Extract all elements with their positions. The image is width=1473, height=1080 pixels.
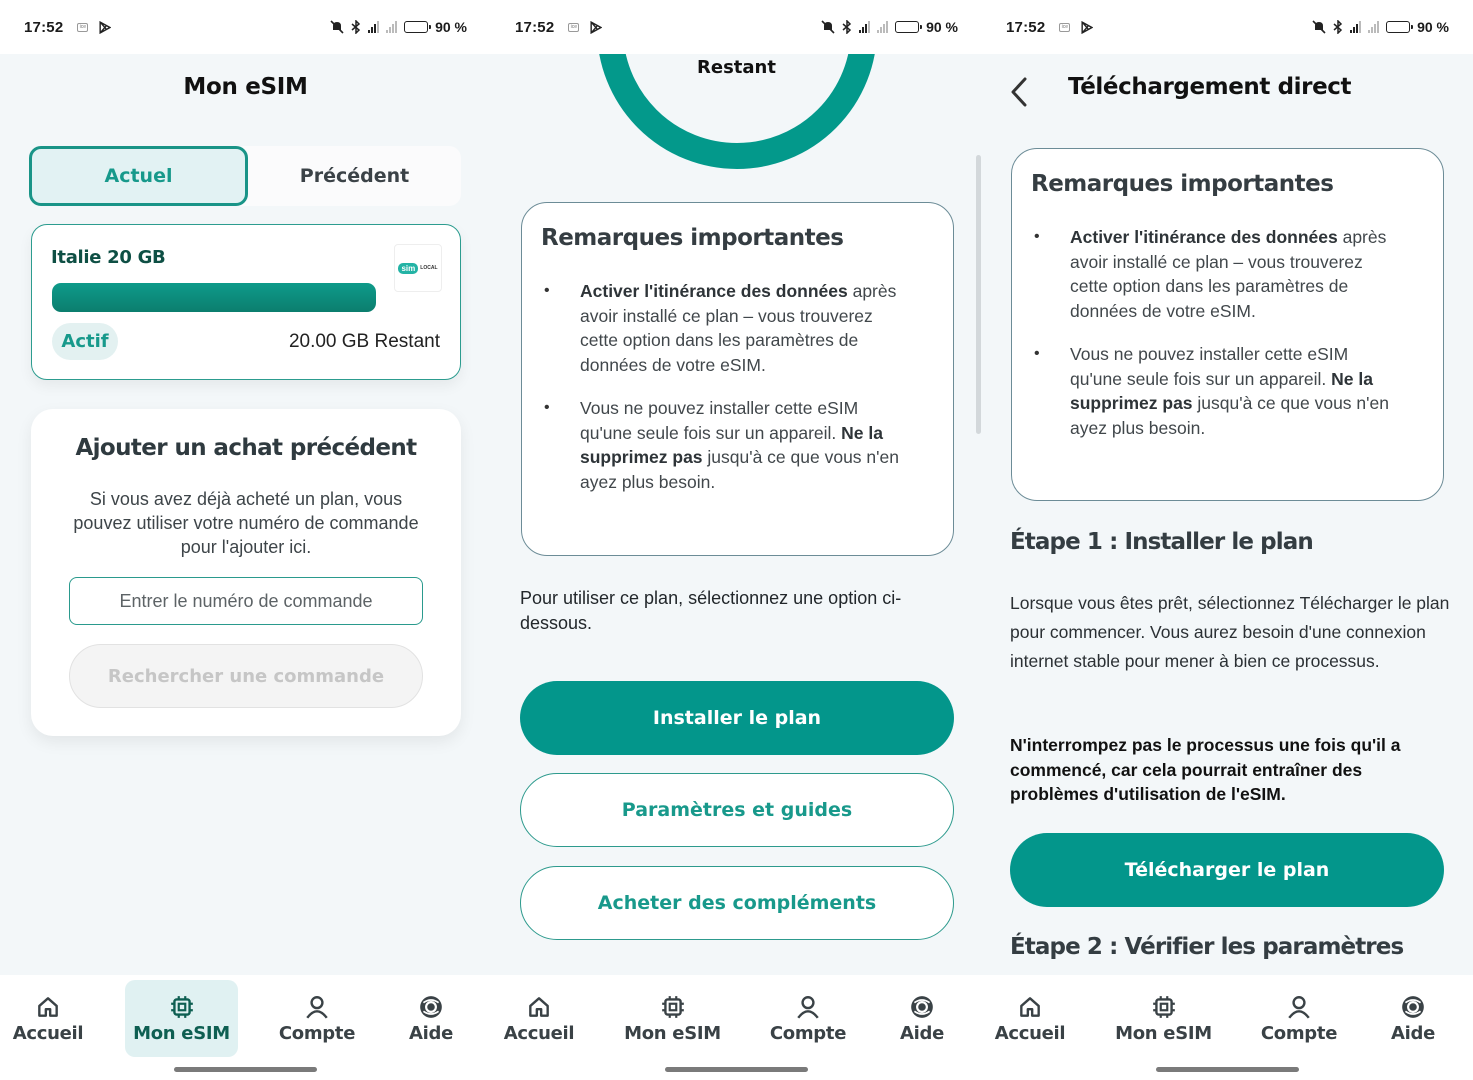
screen-mon-esim — [0, 0, 491, 1080]
notes-title: Remarques importantes — [541, 225, 844, 251]
play-store-icon — [589, 21, 602, 34]
signal-5g-icon — [1350, 21, 1361, 33]
note-item — [541, 396, 913, 494]
chip-icon — [169, 994, 195, 1020]
notes-list — [1031, 225, 1403, 459]
battery-icon — [1386, 21, 1410, 33]
add-purchase-card — [31, 409, 461, 736]
order-number-input[interactable] — [69, 577, 423, 625]
home-indicator[interactable] — [174, 1067, 317, 1072]
nav-label: Accueil — [12, 1022, 84, 1044]
mute-icon — [1312, 20, 1326, 34]
note-text: jusqu'à ce que vous n'en ayez plus besoin. — [1070, 393, 1389, 438]
notes-list — [541, 279, 913, 513]
simlocal-logo — [394, 244, 442, 292]
add-purchase-description: Si vous avez déjà acheté un plan, vous pouvez utiliser votre numéro de commande pour l'ajouter ici. — [73, 489, 419, 557]
step-1-title: Étape 1 : Installer le plan — [1010, 529, 1313, 555]
nav-aide[interactable] — [391, 980, 471, 1057]
chip-icon — [1151, 994, 1177, 1020]
nav-label: Accueil — [994, 1022, 1066, 1044]
nav-label: Compte — [769, 1022, 847, 1044]
battery-percent: 90 % — [1417, 19, 1449, 35]
nav-aide[interactable] — [1373, 980, 1453, 1057]
settings-guides-button[interactable]: Paramètres et guides — [520, 773, 954, 847]
step-1-body: Lorsque vous êtes prêt, sélectionnez Télécharger le plan pour commencer. Vous aurez besoin d'une connexion internet stable pour mener à bien ce processus. — [1010, 593, 1450, 671]
nav-mon-esim[interactable] — [616, 980, 729, 1057]
home-indicator[interactable] — [665, 1067, 808, 1072]
bluetooth-icon — [842, 20, 852, 34]
note-item — [1031, 342, 1403, 440]
bottom-nav — [0, 975, 491, 1080]
nav-accueil[interactable] — [982, 980, 1078, 1057]
download-plan-button[interactable]: Télécharger le plan — [1010, 833, 1444, 907]
status-bar — [491, 0, 982, 54]
bottom-nav — [982, 975, 1473, 1080]
important-notes-card — [521, 202, 954, 556]
nav-label: Aide — [409, 1022, 453, 1044]
note-text: Vous ne pouvez installer cette eSIM qu'une seule fois sur un appareil. — [580, 398, 859, 443]
nav-compte[interactable] — [1240, 980, 1358, 1057]
logo-local-text: LOCAL — [420, 265, 438, 271]
status-badge: Actif — [52, 323, 118, 360]
back-arrow-icon[interactable] — [1007, 75, 1031, 109]
mute-icon — [330, 20, 344, 34]
ring-label: Restant — [697, 57, 776, 78]
screen-plan-details — [491, 0, 982, 1080]
page-title: Mon eSIM — [183, 74, 308, 100]
nav-accueil[interactable] — [491, 980, 587, 1057]
nav-label: Mon eSIM — [1115, 1022, 1212, 1044]
note-bold: Ne la supprimez pas — [1070, 368, 1373, 413]
bluetooth-icon — [1333, 20, 1343, 34]
nav-label: Aide — [900, 1022, 944, 1044]
home-indicator[interactable] — [1156, 1067, 1299, 1072]
person-icon — [795, 994, 821, 1020]
plan-card[interactable] — [31, 224, 461, 380]
status-bar — [0, 0, 491, 54]
install-plan-button[interactable]: Installer le plan — [520, 681, 954, 755]
buy-addons-button[interactable]: Acheter des compléments — [520, 866, 954, 940]
note-bold: Ne la supprimez pas — [580, 422, 883, 467]
nav-compte[interactable] — [749, 980, 867, 1057]
lifebuoy-icon — [1400, 994, 1426, 1020]
note-bold: Activer l'itinérance des données — [580, 281, 848, 301]
signal-5g-icon — [859, 21, 870, 33]
mute-icon — [821, 20, 835, 34]
add-purchase-title: Ajouter un achat précédent — [75, 435, 417, 461]
person-icon — [1286, 994, 1312, 1020]
battery-percent: 90 % — [926, 19, 958, 35]
options-intro: Pour utiliser ce plan, sélectionnez une option ci-dessous. — [520, 588, 902, 633]
status-time: 17:52 — [1006, 18, 1046, 36]
signal-5g-icon — [368, 21, 379, 33]
status-time: 17:52 — [24, 18, 64, 36]
bottom-nav — [491, 975, 982, 1080]
nav-mon-esim[interactable] — [1107, 980, 1220, 1057]
home-icon — [35, 994, 61, 1020]
status-time: 17:52 — [515, 18, 555, 36]
note-bold: Activer l'itinérance des données — [1070, 227, 1338, 247]
plan-tabs — [29, 146, 461, 206]
chip-icon — [660, 994, 686, 1020]
signal-sim2-icon — [877, 21, 888, 33]
data-progress-bar — [52, 283, 376, 312]
note-text: jusqu'à ce que vous n'en ayez plus besoin. — [580, 447, 899, 492]
nav-compte[interactable] — [258, 980, 376, 1057]
lifebuoy-icon — [909, 994, 935, 1020]
ice-notification-icon: ice — [1059, 23, 1070, 32]
status-bar — [982, 0, 1473, 54]
battery-icon — [404, 21, 428, 33]
nav-aide[interactable] — [882, 980, 962, 1057]
tab-precedent[interactable]: Précédent — [299, 165, 410, 187]
data-remaining: 20.00 GB Restant — [288, 331, 440, 352]
nav-label: Accueil — [503, 1022, 575, 1044]
step-1-warning: N'interrompez pas le processus une fois qu'il a commencé, car cela pourrait entraîner des problèmes d'utilisation de l'eSIM. — [1010, 735, 1401, 804]
note-text: après avoir installé ce plan – vous trouverez cette option dans les paramètres de données de votre eSIM. — [580, 281, 897, 375]
nav-label: Mon eSIM — [624, 1022, 721, 1044]
search-order-button[interactable]: Rechercher une commande — [69, 644, 423, 708]
person-icon — [304, 994, 330, 1020]
nav-label: Compte — [278, 1022, 356, 1044]
ice-notification-icon: ice — [568, 23, 579, 32]
logo-sim-text: sim — [398, 263, 418, 274]
home-icon — [526, 994, 552, 1020]
battery-percent: 90 % — [435, 19, 467, 35]
nav-mon-esim[interactable] — [125, 980, 238, 1057]
bluetooth-icon — [351, 20, 361, 34]
nav-label: Aide — [1391, 1022, 1435, 1044]
note-text: Vous ne pouvez installer cette eSIM qu'une seule fois sur un appareil. — [1070, 344, 1349, 389]
page-title: Téléchargement direct — [1068, 74, 1352, 100]
signal-sim2-icon — [1368, 21, 1379, 33]
ice-notification-icon: ice — [77, 23, 88, 32]
tab-actuel[interactable]: Actuel — [29, 146, 248, 206]
nav-label: Compte — [1260, 1022, 1338, 1044]
home-icon — [1017, 994, 1043, 1020]
note-item — [1031, 225, 1403, 323]
lifebuoy-icon — [418, 994, 444, 1020]
screen-direct-download — [982, 0, 1473, 1080]
signal-sim2-icon — [386, 21, 397, 33]
nav-accueil[interactable] — [0, 980, 96, 1057]
scrollbar[interactable] — [976, 155, 981, 434]
nav-label: Mon eSIM — [133, 1022, 230, 1044]
battery-icon — [895, 21, 919, 33]
important-notes-card — [1011, 148, 1444, 501]
play-store-icon — [1080, 21, 1093, 34]
plan-name: Italie 20 GB — [51, 247, 166, 268]
note-text: après avoir installé ce plan – vous trouverez cette option dans les paramètres de données de votre eSIM. — [1070, 227, 1387, 321]
step-2-title: Étape 2 : Vérifier les paramètres — [1010, 934, 1404, 960]
play-store-icon — [98, 21, 111, 34]
note-item — [541, 279, 913, 377]
notes-title: Remarques importantes — [1031, 171, 1334, 197]
